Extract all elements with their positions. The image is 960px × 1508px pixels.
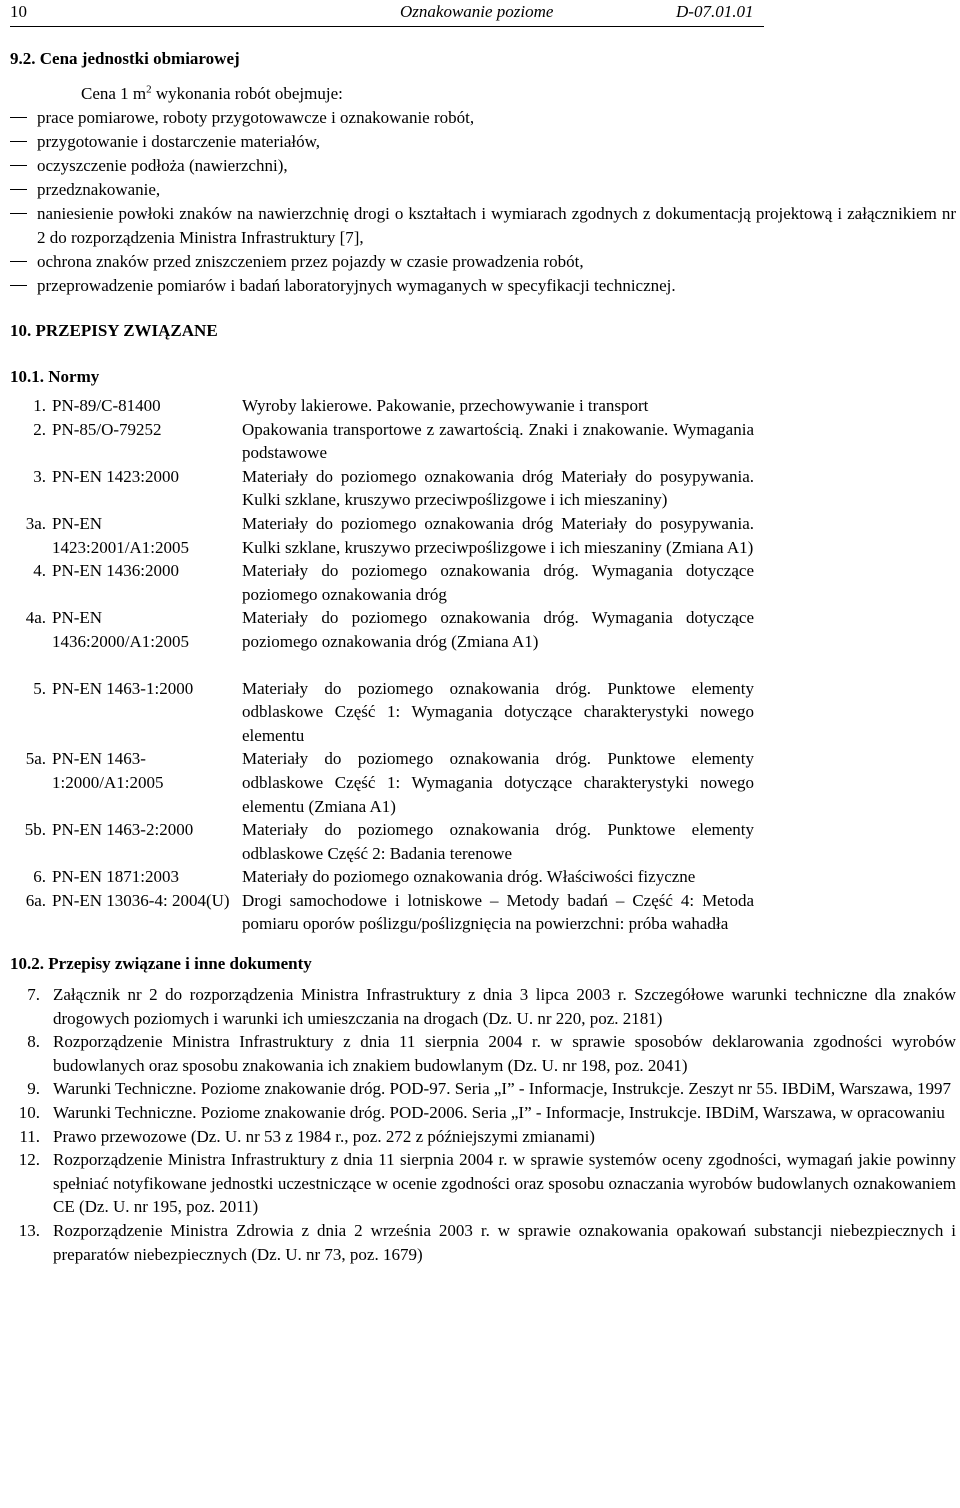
norm-description: Materiały do poziomego oznakowania dróg. Punktowe elementy odblaskowe Część 1: Wymagania dotyczące charakterystyki nowego elementu bbox=[242, 678, 754, 745]
norm-code: PN-85/O-79252 bbox=[52, 419, 162, 439]
list-item bbox=[10, 154, 956, 178]
table-row bbox=[6, 559, 754, 606]
norm-number: 2. bbox=[33, 419, 46, 439]
norms-table bbox=[6, 394, 754, 936]
document-page bbox=[10, 0, 956, 1266]
norm-number: 5a. bbox=[25, 749, 46, 769]
norm-description: Materiały do poziomego oznakowania dróg Materiały do posypywania. Kulki szklane, kruszywo przeciwpoślizgowe i ich mieszaniny (Zmiana A1) bbox=[242, 513, 754, 557]
norm-number: 6a. bbox=[25, 890, 46, 910]
dash-bullet bbox=[10, 117, 27, 118]
table-row bbox=[6, 747, 754, 818]
section-heading-9-2: 9.2. Cena jednostki obmiarowej bbox=[10, 49, 240, 68]
norm-description: Opakowania transportowe z zawartością. Znaki i znakowanie. Wymagania podstawowe bbox=[242, 419, 754, 463]
reference-number: 9. bbox=[27, 1079, 40, 1099]
dash-bullet bbox=[10, 189, 27, 190]
table-row bbox=[6, 818, 754, 865]
list-item-text: przedznakowanie, bbox=[37, 180, 161, 199]
reference-text: Załącznik nr 2 do rozporządzenia Ministra Infrastruktury z dnia 3 lipca 2003 r. Szczegółowe warunki techniczne dla znaków drogowych poziomych i warunki ich umieszczania na drogach (Dz. U. nr 220, poz. 2181) bbox=[53, 985, 956, 1028]
norm-number: 5. bbox=[33, 678, 46, 698]
header-title: Oznakowanie poziome bbox=[400, 2, 554, 21]
section-heading-10: 10. PRZEPISY ZWIĄZANE bbox=[10, 321, 218, 340]
table-row bbox=[6, 865, 754, 889]
norm-code: PN-EN 1423:2000 bbox=[52, 466, 180, 486]
norm-number: 5b. bbox=[24, 820, 46, 840]
norm-code: PN-EN 1423:2001/A1:2005 bbox=[52, 513, 189, 557]
list-item-text: ochrona znaków przed zniszczeniem przez pojazdy w czasie prowadzenia robót, bbox=[37, 252, 584, 271]
table-row bbox=[6, 394, 754, 418]
list-item bbox=[10, 1219, 956, 1266]
table-spacer-row bbox=[6, 654, 754, 677]
page-header bbox=[10, 0, 764, 27]
reference-number: 13. bbox=[18, 1221, 40, 1240]
reference-number: 10. bbox=[18, 1103, 40, 1123]
reference-text: Warunki Techniczne. Poziome znakowanie dróg. POD-97. Seria „I” - Informacje, Instrukcje. Zeszyt nr 55. IBDiM, Warszawa, 1997 bbox=[53, 1079, 952, 1099]
norm-number: 3. bbox=[33, 466, 46, 486]
intro-superscript: 2 bbox=[146, 83, 152, 96]
header-code: D-07.01.01 bbox=[676, 2, 754, 21]
list-item bbox=[10, 983, 956, 1030]
norm-code: PN-EN 1463-2:2000 bbox=[52, 820, 194, 840]
list-item bbox=[10, 130, 956, 154]
norm-description: Materiały do poziomego oznakowania dróg Materiały do posypywania. Kulki szklane, kruszywo przeciwpoślizgowe i ich mieszaniny) bbox=[242, 466, 754, 510]
norm-description: Materiały do poziomego oznakowania dróg. Właściwości fizyczne bbox=[242, 867, 696, 887]
norm-description: Drogi samochodowe i lotniskowe – Metody badań – Część 4: Metoda pomiaru oporów poślizgu/poślizgnięcia na powierzchni: próba wahadła bbox=[242, 890, 754, 934]
reference-number: 12. bbox=[18, 1150, 40, 1170]
list-item-text: przeprowadzenie pomiarów i badań laboratoryjnych wymaganych w specyfikacji technicznej. bbox=[37, 276, 676, 295]
norm-number: 3a. bbox=[25, 513, 46, 533]
norm-code: PN-EN 1463-1:2000 bbox=[52, 678, 194, 698]
list-item-text: przygotowanie i dostarczenie materiałów, bbox=[37, 132, 321, 151]
reference-number: 8. bbox=[27, 1032, 40, 1052]
section-9-2-intro bbox=[10, 82, 956, 106]
norm-number: 6. bbox=[33, 867, 46, 887]
dash-bullet bbox=[10, 261, 27, 262]
list-item bbox=[10, 1030, 956, 1077]
norm-description: Materiały do poziomego oznakowania dróg. Wymagania dotyczące poziomego oznakowania dróg bbox=[242, 561, 754, 604]
reference-text: Warunki Techniczne. Poziome znakowanie dróg. POD-2006. Seria „I” - Informacje, Instrukcje. IBDiM, Warszawa, w opracowaniu bbox=[53, 1103, 945, 1123]
dash-bullet bbox=[10, 213, 27, 214]
reference-number: 11. bbox=[19, 1126, 40, 1146]
list-item-text: prace pomiarowe, roboty przygotowawcze i oznakowanie robót, bbox=[37, 108, 475, 127]
table-row bbox=[6, 418, 754, 465]
page-number: 10 bbox=[10, 2, 27, 21]
cost-items-list bbox=[10, 106, 956, 298]
table-row bbox=[6, 677, 754, 748]
dash-bullet bbox=[10, 285, 27, 286]
list-item bbox=[10, 1148, 956, 1219]
norm-description: Wyroby lakierowe. Pakowanie, przechowywanie i transport bbox=[242, 396, 649, 415]
list-item bbox=[10, 250, 956, 274]
norm-number: 4a. bbox=[25, 608, 46, 628]
list-item bbox=[10, 106, 956, 130]
norm-description: Materiały do poziomego oznakowania dróg. Wymagania dotyczące poziomego oznakowania dróg (Zmiana A1) bbox=[242, 608, 754, 651]
list-item bbox=[10, 1077, 956, 1101]
reference-text: Rozporządzenie Ministra Zdrowia z dnia 2 września 2003 r. w sprawie oznakowania opakowań substancji niebezpiecznych i preparatów niebezpiecznych (Dz. U. nr 73, poz. 1679) bbox=[53, 1221, 956, 1264]
list-item-text: naniesienie powłoki znaków na nawierzchnię drogi o kształtach i wymiarach zgodnych z dokumentacją projektową i załącznikiem nr 2 do rozporządzenia Ministra Infrastruktury [7], bbox=[37, 204, 956, 247]
reference-text: Rozporządzenie Ministra Infrastruktury z dnia 11 sierpnia 2004 r. w sprawie systemów oceny zgodności, wymagań jakie powinny spełniać notyfikowane jednostki uczestniczące w ocenie zgodności oraz sposobu oznaczania wyrobów budowlanych oznakowaniem CE (Dz. U. nr 195, poz. 2011) bbox=[53, 1150, 956, 1217]
list-item bbox=[10, 1125, 956, 1149]
norm-code: PN-EN 1463-1:2000/A1:2005 bbox=[52, 749, 164, 792]
reference-text: Prawo przewozowe (Dz. U. nr 53 z 1984 r., poz. 272 z późniejszymi zmianami) bbox=[53, 1126, 595, 1146]
section-heading-10-1: 10.1. Normy bbox=[10, 367, 100, 386]
norm-code: PN-EN 1436:2000/A1:2005 bbox=[52, 608, 189, 651]
reference-text: Rozporządzenie Ministra Infrastruktury z dnia 11 sierpnia 2004 r. w sprawie sposobów deklarowania zgodności wyrobów budowlanych oraz sposobu znakowania ich znakiem budowlanym (Dz. U. nr 198, poz. 2041) bbox=[53, 1032, 956, 1075]
norm-code: PN-EN 1436:2000 bbox=[52, 561, 180, 581]
section-heading-10-2: 10.2. Przepisy związane i inne dokumenty bbox=[10, 954, 312, 974]
dash-bullet bbox=[10, 141, 27, 142]
norm-number: 4. bbox=[33, 561, 46, 581]
intro-suffix: wykonania robót obejmuje: bbox=[151, 84, 343, 103]
norm-code: PN-EN 1871:2003 bbox=[52, 867, 180, 887]
norm-description: Materiały do poziomego oznakowania dróg. Punktowe elementy odblaskowe Część 1: Wymagania dotyczące charakterystyki nowego elementu (Zmiana A1) bbox=[242, 749, 754, 816]
dash-bullet bbox=[10, 165, 27, 166]
norm-description: Materiały do poziomego oznakowania dróg. Punktowe elementy odblaskowe Część 2: Badania terenowe bbox=[242, 820, 754, 863]
norm-number: 1. bbox=[33, 396, 46, 415]
list-item bbox=[10, 274, 956, 298]
references-list bbox=[10, 983, 956, 1266]
reference-number: 7. bbox=[27, 985, 40, 1005]
table-row bbox=[6, 512, 754, 559]
table-row bbox=[6, 606, 754, 653]
list-item-text: oczyszczenie podłoża (nawierzchni), bbox=[37, 156, 288, 175]
intro-prefix: Cena 1 m bbox=[81, 84, 147, 103]
norm-code: PN-EN 13036-4: 2004(U) bbox=[52, 890, 230, 910]
table-row bbox=[6, 889, 754, 936]
list-item bbox=[10, 1101, 956, 1125]
table-row bbox=[6, 465, 754, 512]
norm-code: PN-89/C-81400 bbox=[52, 396, 161, 415]
list-item bbox=[10, 178, 956, 202]
list-item bbox=[10, 202, 956, 250]
